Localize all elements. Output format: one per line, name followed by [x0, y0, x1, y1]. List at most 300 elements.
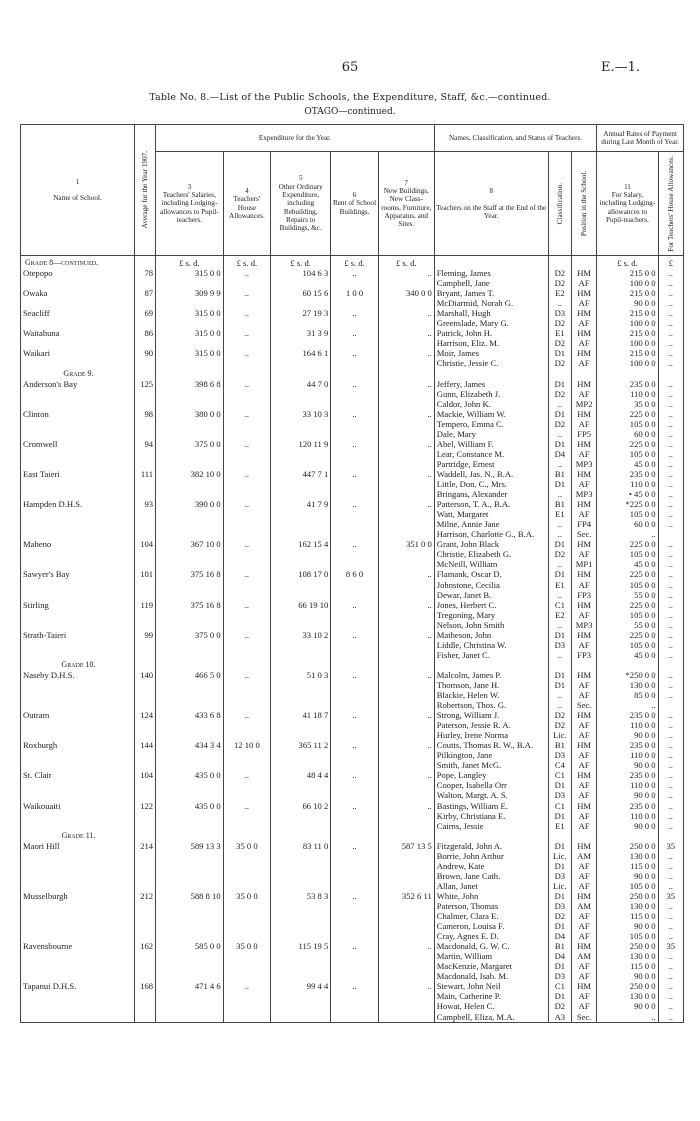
table-row [21, 469, 684, 499]
grade-heading: Grade 8—continued. [25, 258, 99, 267]
teacher-classification: D2 [554, 418, 566, 429]
salary-rate: 105 0 0 [629, 609, 656, 620]
house-rate: .. [668, 780, 673, 791]
salary-rate: 60 0 0 [634, 519, 656, 530]
teacher-name: Strong, William J. [436, 710, 500, 721]
new-buildings-value: .. [378, 328, 434, 348]
salary-rate: 225 0 0 [629, 438, 656, 449]
teacher-name: Walton, Margt. A. S. [436, 790, 508, 801]
salary-rate: 250 0 0 [629, 941, 656, 952]
house-allowance-value: .. [223, 539, 270, 569]
salary-rate: 105 0 0 [629, 931, 656, 942]
teacher-position: FP4 [577, 519, 592, 530]
teacher-classification: D2 [554, 278, 566, 289]
other-expenditure-value: 51 0 3 [271, 670, 331, 710]
salary-rate: 130 0 0 [629, 951, 656, 962]
teacher-position: AF [578, 358, 590, 369]
house-allowance-value: 35 0 0 [223, 891, 270, 941]
house-allowance-value: .. [223, 409, 270, 439]
house-rate: .. [668, 730, 673, 741]
table-row [21, 630, 684, 660]
teacher-classification: B1 [554, 468, 565, 479]
teacher-name: Macdonald, Isab. M. [436, 971, 509, 982]
other-expenditure-value: 48 4 4 [271, 770, 331, 800]
teacher-name: Dale, Mary [436, 428, 476, 439]
salary-rate: 225 0 0 [629, 599, 656, 610]
school-name: Owaka [21, 288, 135, 308]
average-attendance: 99 [134, 630, 155, 660]
salary-rate: 235 0 0 [629, 710, 656, 721]
salary-rate: 115 0 0 [630, 860, 656, 871]
teacher-position: AF [578, 549, 590, 560]
teacher-position: AF [578, 991, 590, 1002]
teacher-classification: D1 [554, 479, 566, 490]
salaries-value: 588 8 10 [156, 891, 224, 941]
rates-group-header: Annual Rates of Payment during Last Month of Year. [597, 125, 684, 152]
rent-value: .. [331, 308, 378, 328]
house-rate: .. [668, 810, 673, 821]
col-school-header: 1 Name of School. [21, 125, 135, 256]
teacher-classification: .. [557, 489, 562, 500]
rent-value: .. [331, 710, 378, 740]
house-rate: .. [668, 268, 673, 279]
average-attendance: 93 [134, 499, 155, 539]
teacher-name: MacKenzie, Margaret [436, 961, 513, 972]
average-attendance: 90 [134, 348, 155, 368]
teacher-classification: D2 [554, 338, 566, 349]
teacher-name: Andrew, Kate [436, 860, 485, 871]
teacher-name: Caldor, John K. [436, 398, 491, 409]
teacher-position: HM [577, 408, 592, 419]
salaries-value: 435 0 0 [156, 770, 224, 800]
salary-rate: 130 0 0 [629, 679, 656, 690]
teacher-position: AF [578, 860, 590, 871]
salaries-value: 398 6 8 [156, 379, 224, 409]
rent-value: 8 6 0 [331, 569, 378, 599]
teacher-classification: C1 [554, 800, 565, 811]
teacher-name: Pilkington, Jane [436, 750, 493, 761]
teacher-name: Chalmer, Clara E. [436, 911, 499, 922]
average-attendance: 104 [134, 539, 155, 569]
rent-value: .. [331, 469, 378, 499]
teacher-name: Dewar, Janet B. [436, 589, 492, 600]
teacher-position: AF [578, 750, 590, 761]
salary-rate: 105 0 0 [629, 579, 656, 590]
salary-rate: 115 0 0 [630, 961, 656, 972]
teacher-name: Abel, William F. [436, 438, 494, 449]
grade-heading: Grade 9. [63, 368, 94, 378]
teacher-name: McDiarmid, Norah G. [436, 298, 514, 309]
rent-value: .. [331, 348, 378, 368]
other-expenditure-value: 108 17 0 [271, 569, 331, 599]
table-row [21, 710, 684, 740]
teacher-position: AF [578, 418, 590, 429]
rent-value: .. [331, 379, 378, 409]
teacher-classification: C1 [554, 770, 565, 781]
salaries-value: 367 10 0 [156, 539, 224, 569]
house-allowance-value: .. [223, 288, 270, 308]
school-name: Strath-Taieri [21, 630, 135, 660]
teacher-classification: .. [557, 519, 562, 530]
teacher-position: HM [577, 740, 592, 751]
teacher-classification: D1 [554, 629, 566, 640]
teacher-name: Tregoning, Mary [436, 609, 496, 620]
table-row [21, 600, 684, 630]
salary-rate: 110 0 0 [630, 780, 656, 791]
house-rate: .. [668, 710, 673, 721]
teacher-position: AF [578, 509, 590, 520]
house-rate: .. [668, 619, 673, 630]
teacher-position: AF [578, 609, 590, 620]
salary-rate: 105 0 0 [629, 509, 656, 520]
salary-rate: *250 0 0 [625, 669, 656, 680]
teacher-position: MP1 [575, 559, 593, 570]
rent-value: .. [331, 770, 378, 800]
units-row: £ s. d. [156, 256, 224, 269]
school-name: Tapanui D.H.S. [21, 981, 135, 1022]
table-row [21, 569, 684, 599]
school-name: Musselburgh [21, 891, 135, 941]
teacher-name: Tempero, Emma C. [436, 418, 504, 429]
salary-rate: • 45 0 0 [628, 489, 656, 500]
teacher-position: AM [577, 850, 592, 861]
salaries-value: 585 0 0 [156, 941, 224, 981]
teacher-position: HM [577, 599, 592, 610]
teacher-name: Macdonald, G. W. C. [436, 941, 510, 952]
teacher-position: AF [578, 790, 590, 801]
rent-value: .. [331, 740, 378, 770]
table-row [21, 670, 684, 710]
house-rate: .. [668, 870, 673, 881]
new-buildings-value: .. [378, 379, 434, 409]
teacher-name: Allan, Janet [436, 880, 478, 891]
new-buildings-value: .. [378, 941, 434, 981]
table-row [21, 499, 684, 539]
salary-rate: 45 0 0 [634, 458, 656, 469]
salary-rate: 110 0 0 [630, 388, 656, 399]
salary-rate: 105 0 0 [629, 418, 656, 429]
house-allowance-value: .. [223, 569, 270, 599]
house-allowance-value: .. [223, 328, 270, 348]
salary-rate: 90 0 0 [634, 870, 656, 881]
school-name: St. Clair [21, 770, 135, 800]
teacher-classification: D1 [554, 348, 566, 359]
house-rate: .. [668, 569, 673, 580]
teacher-name: Kirby, Christiana E. [436, 810, 506, 821]
new-buildings-value: 352 6 11 [378, 891, 434, 941]
teacher-name: Cooper, Isabella Orr [436, 780, 507, 791]
table-row [21, 539, 684, 569]
new-buildings-value: .. [378, 439, 434, 469]
house-rate: .. [668, 298, 673, 309]
col-teachers-header: 8 Teachers on the Staff at the End of the Year. [434, 152, 548, 256]
units-row: £ s. d. [597, 256, 658, 269]
new-buildings-value: .. [378, 770, 434, 800]
new-buildings-value: .. [378, 569, 434, 599]
salaries-value: 466 5 0 [156, 670, 224, 710]
salary-rate: 225 0 0 [629, 408, 656, 419]
teacher-position: AF [578, 579, 590, 590]
average-attendance: 214 [134, 841, 155, 891]
salary-rate: 235 0 0 [629, 770, 656, 781]
house-rate: .. [668, 589, 673, 600]
teacher-name: Bringans, Alexander [436, 489, 508, 500]
col-salaries-header: 3 Teachers' Salaries, including Lodging-allowances to Pupil-teachers. [156, 152, 224, 256]
house-rate: .. [668, 770, 673, 781]
teacher-classification: D3 [554, 901, 566, 911]
other-expenditure-value: 162 15 4 [271, 539, 331, 569]
salary-rate: 90 0 0 [634, 820, 656, 831]
salary-rate: 105 0 0 [629, 549, 656, 560]
house-rate: .. [668, 609, 673, 620]
house-allowance-value: 12 10 0 [223, 740, 270, 770]
grade-heading: Grade 11. [61, 830, 96, 840]
teacher-classification: D4 [554, 448, 566, 459]
house-rate: .. [668, 629, 673, 640]
teacher-position: AF [578, 971, 590, 982]
house-rate: .. [668, 860, 673, 871]
teacher-classification: D3 [554, 870, 566, 881]
units-row: £ s. d. [271, 256, 331, 269]
teacher-name: Waddell, Jas. N., B.A. [436, 468, 514, 479]
teacher-classification: D4 [554, 951, 566, 962]
teacher-position: MP2 [575, 398, 593, 409]
salary-rate: 90 0 0 [634, 921, 656, 932]
teacher-name: Little, Don. C., Mrs. [436, 479, 507, 490]
units-row: £ [658, 256, 683, 269]
new-buildings-value: .. [378, 409, 434, 439]
house-rate: .. [668, 800, 673, 811]
teacher-classification: E1 [555, 509, 565, 520]
teacher-classification: .. [557, 428, 562, 439]
teacher-position: HM [577, 569, 592, 580]
teacher-classification: B1 [554, 941, 565, 952]
house-rate: .. [668, 338, 673, 349]
teacher-classification: D2 [554, 911, 566, 922]
teacher-name: Paterson, Thomas [436, 901, 499, 911]
rent-value: .. [331, 941, 378, 981]
salaries-value: 315 0 0 [156, 268, 224, 288]
rent-value: .. [331, 891, 378, 941]
teacher-classification: D1 [554, 408, 566, 419]
table-row [21, 288, 684, 308]
teacher-classification: C1 [554, 981, 565, 992]
teacher-classification: .. [557, 589, 562, 600]
house-allowance-value: 35 0 0 [223, 941, 270, 981]
units-row: £ s. d. [378, 256, 434, 269]
teacher-name: Hurley, Irene Norma [436, 730, 509, 741]
rent-value: .. [331, 670, 378, 710]
teacher-name: Christie, Elizabeth G. [436, 549, 512, 560]
house-rate: .. [668, 549, 673, 560]
table-row [21, 328, 684, 348]
house-rate: .. [668, 579, 673, 590]
teacher-position: AF [578, 760, 590, 771]
salary-rate: 250 0 0 [629, 840, 656, 851]
salaries-value: 380 0 0 [156, 409, 224, 439]
teacher-classification: D1 [554, 539, 566, 550]
house-rate: .. [668, 961, 673, 972]
table-row [21, 308, 684, 328]
salary-rate: 105 0 0 [629, 639, 656, 650]
table-body [21, 256, 684, 1023]
school-name: Maori Hill [21, 841, 135, 891]
teacher-name: Jones, Herbert C. [436, 599, 497, 610]
table-row [21, 409, 684, 439]
teacher-name: Cray, Agnes E. D. [436, 931, 499, 942]
average-attendance: 101 [134, 569, 155, 599]
house-rate: .. [668, 418, 673, 429]
salary-rate: 215 0 0 [629, 328, 656, 339]
teacher-classification: D1 [554, 679, 566, 690]
house-rate [661, 700, 681, 710]
new-buildings-value: .. [378, 469, 434, 499]
teacher-position: HM [577, 669, 592, 680]
other-expenditure-value: 164 6 1 [271, 348, 331, 368]
salary-rate: 235 0 0 [629, 378, 656, 389]
expenditure-group-header: Expenditure for the Year. [156, 125, 435, 152]
other-expenditure-value: 33 10 3 [271, 409, 331, 439]
teacher-classification: D3 [554, 308, 566, 319]
table-row [21, 439, 684, 469]
salaries-value: 435 0 0 [156, 801, 224, 831]
school-name: East Taieri [21, 469, 135, 499]
other-expenditure-value: 365 11 2 [271, 740, 331, 770]
rent-value: .. [331, 630, 378, 660]
house-allowance-value: .. [223, 439, 270, 469]
salary-rate: .. [651, 700, 656, 711]
new-buildings-value: .. [378, 308, 434, 328]
teacher-classification: D3 [554, 971, 566, 982]
salaries-value: 375 16 8 [156, 600, 224, 630]
house-rate: .. [668, 790, 673, 801]
school-name: Naseby D.H.S. [21, 670, 135, 710]
average-attendance: 86 [134, 328, 155, 348]
teacher-position: AF [578, 639, 590, 650]
house-rate: .. [668, 690, 673, 701]
house-rate: .. [668, 760, 673, 771]
teacher-position: HM [577, 328, 592, 339]
teacher-name: Thomson, Jane H. [436, 679, 500, 690]
teacher-classification: D1 [554, 991, 566, 1002]
house-rate: .. [668, 951, 673, 962]
salary-rate: 90 0 0 [634, 1001, 656, 1012]
school-name: Hampden D.H.S. [21, 499, 135, 539]
teacher-position: HM [577, 378, 592, 389]
new-buildings-value: 351 0 0 [378, 539, 434, 569]
teacher-position: AF [578, 810, 590, 821]
house-rate: .. [668, 468, 673, 479]
salary-rate: 100 0 0 [629, 318, 656, 329]
average-attendance: 124 [134, 710, 155, 740]
teacher-name: Christie, Jessie C. [436, 358, 499, 369]
school-name: Anderson's Bay [21, 379, 135, 409]
house-rate: .. [668, 499, 673, 510]
table-title: Table No. 8.—List of the Public Schools, the Expenditure, Staff, &c.—continued. [149, 92, 551, 103]
teacher-name: Greenslade, Mary G. [436, 318, 509, 329]
teacher-name: Smith, Janet McG. [436, 760, 502, 771]
teacher-name: Jeffery, James [436, 378, 486, 389]
teacher-name: Fleming, James [436, 268, 491, 279]
school-name: Outram [21, 710, 135, 740]
salary-rate: 110 0 0 [630, 720, 656, 731]
teacher-name: Malcolm, James P. [436, 669, 502, 680]
school-name: Ravensbourne [21, 941, 135, 981]
salary-rate: 45 0 0 [634, 559, 656, 570]
teacher-position: AF [578, 388, 590, 399]
salary-rate: 45 0 0 [634, 649, 656, 660]
new-buildings-value: .. [378, 630, 434, 660]
teacher-classification: C4 [554, 760, 565, 771]
teacher-classification: E1 [555, 820, 565, 831]
house-rate: .. [668, 358, 673, 369]
new-buildings-value: 340 0 0 [378, 288, 434, 308]
teacher-name: Paterson, Jessie R. A. [436, 720, 511, 731]
teacher-name: Borrie, John Arthur [436, 850, 504, 861]
teacher-classification: D2 [554, 710, 566, 721]
other-expenditure-value: 83 11 0 [271, 841, 331, 891]
teacher-name: Partridge, Ernest [436, 458, 495, 469]
house-rate: .. [668, 639, 673, 650]
average-attendance: 144 [134, 740, 155, 770]
teacher-position: HM [577, 539, 592, 550]
teacher-name: Martin, William [436, 951, 493, 962]
teacher-position: AF [578, 730, 590, 741]
salary-rate: 225 0 0 [629, 629, 656, 640]
col-house-header: 4 Teachers' House Allowances. [223, 152, 270, 256]
other-expenditure-value: 44 7 0 [271, 379, 331, 409]
house-allowance-value: .. [223, 981, 270, 1022]
teacher-position: AF [578, 690, 590, 701]
house-allowance-value: .. [223, 308, 270, 328]
teacher-name: Liddle, Christina W. [436, 639, 507, 650]
table-subtitle: OTAGO—continued. [304, 107, 396, 117]
teacher-classification: Lic. [553, 730, 567, 741]
table-row [21, 941, 684, 981]
col-average-header: Average for the Year 1907. [134, 125, 155, 256]
col-newbuildings-header: 7 New Buildings, New Class-rooms, Furniture, Apparatus, and Sites. [378, 152, 434, 256]
salaries-value: 375 0 0 [156, 439, 224, 469]
other-expenditure-value: 60 15 6 [271, 288, 331, 308]
average-attendance: 78 [134, 268, 155, 288]
house-rate: .. [668, 931, 673, 942]
teacher-classification: D2 [554, 549, 566, 560]
teacher-name: Stewart, John Neil [436, 981, 501, 992]
house-rate: .. [668, 308, 673, 319]
teacher-classification: .. [557, 619, 562, 630]
salary-rate: 90 0 0 [634, 730, 656, 741]
house-rate: 35 [666, 840, 676, 851]
salary-rate: 85 0 0 [634, 690, 656, 701]
new-buildings-value: .. [378, 670, 434, 710]
teacher-name: Main, Catherine P. [436, 991, 501, 1002]
teacher-classification: D4 [554, 931, 566, 942]
salary-rate: 90 0 0 [634, 760, 656, 771]
teacher-classification: .. [557, 398, 562, 409]
teacher-position: MP3 [575, 489, 593, 500]
col-classification-header: Classification. [548, 152, 571, 256]
units-row: £ s. d. [223, 256, 270, 269]
new-buildings-value: .. [378, 801, 434, 831]
teacher-name: Flamank, Oscar D. [436, 569, 502, 580]
average-attendance: 98 [134, 409, 155, 439]
teacher-name: McNeill, William [436, 559, 498, 570]
teacher-classification: D3 [554, 790, 566, 801]
teacher-position: HM [577, 770, 592, 781]
schools-table [20, 124, 684, 1023]
new-buildings-value: .. [378, 499, 434, 539]
teacher-position: AF [578, 961, 590, 972]
